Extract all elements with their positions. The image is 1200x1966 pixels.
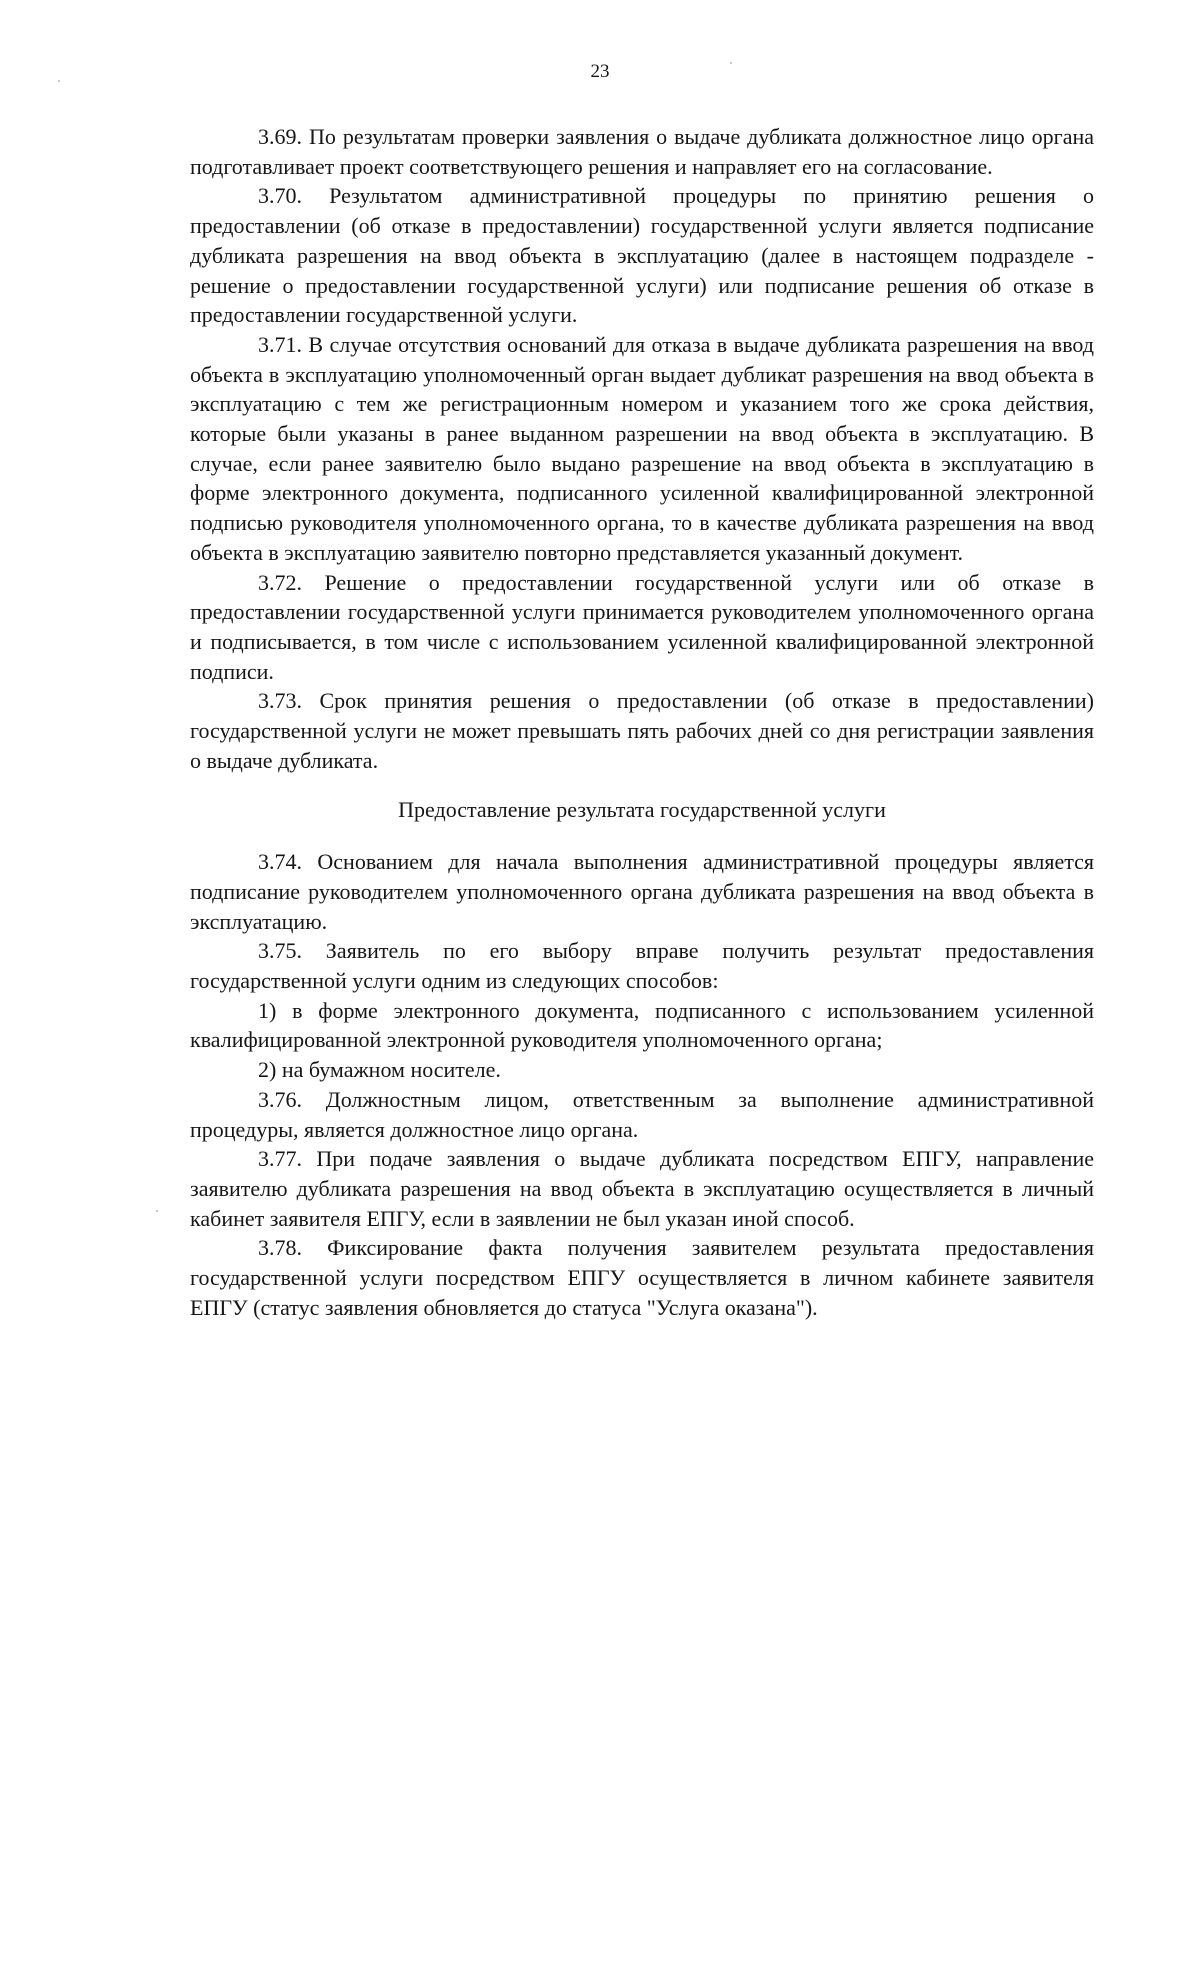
paragraph-3-77: 3.77. При подаче заявления о выдаче дубликата посредством ЕПГУ, направление заявителю дубликата разрешения на ввод объекта в эксплуатацию осуществляется в личный кабинет заявителя ЕПГУ, если в заявлении не был указан иной способ. [190, 1146, 1094, 1231]
paragraph-3-78: 3.78. Фиксирование факта получения заявителем результата предоставления государственной услуги посредством ЕПГУ осуществляется в личном кабинете заявителя ЕПГУ (статус заявления обновляется до статуса "Услуга оказана"). [190, 1235, 1094, 1320]
paragraph-3-74: 3.74. Основанием для начала выполнения административной процедуры является подписание руководителем уполномоченного органа дубликата разрешения на ввод объекта в эксплуатацию. [190, 849, 1094, 934]
paragraph-3-73: 3.73. Срок принятия решения о предоставлении (об отказе в предоставлении) государственной услуги не может превышать пять рабочих дней со дня регистрации заявления о выдаче дубликата. [190, 688, 1094, 773]
paragraph-3-75-item-2: 2) на бумажном носителе. [258, 1057, 501, 1083]
page-number: 23 [590, 61, 610, 82]
scan-speck [156, 1210, 158, 1212]
paragraph-3-72: 3.72. Решение о предоставлении государственной услуги или об отказе в предоставлении государственной услуги принимается руководителем уполномоченного органа и подписывается, в том числе с использованием усиленной квалифицированной электронной подписи. [190, 569, 1094, 684]
paragraph-3-70: 3.70. Результатом административной процедуры по принятию решения о предоставлении (об отказе в предоставлении) государственной услуги является подписание дубликата разрешения на ввод объекта в эксплуатацию (далее в настоящем подразделе - решение о предоставлении государственной услуги) или подписание решения об отказе в предоставлении государственной услуги. [190, 183, 1094, 328]
paragraph-3-69: 3.69. По результатам проверки заявления о выдаче дубликата должностное лицо органа подготавливает проект соответствующего решения и направляет его на согласование. [190, 124, 1094, 179]
paragraph-3-75-item-1: 1) в форме электронного документа, подписанного с использованием усиленной квалифицированной электронной руководителя уполномоченного органа; [190, 997, 1094, 1053]
paragraph-3-75: 3.75. Заявитель по его выбору вправе получить результат предоставления государственной услуги одним из следующих способов: [190, 938, 1094, 993]
paragraph-3-76: 3.76. Должностным лицом, ответственным за выполнение административной процедуры, является должностное лицо органа. [190, 1086, 1094, 1142]
document-body [190, 122, 1094, 1322]
section-heading: Предоставление результата государственной услуги [398, 797, 886, 823]
paragraph-3-71: 3.71. В случае отсутствия оснований для отказа в выдаче дубликата разрешения на ввод объекта в эксплуатацию уполномоченный орган выдает дубликат разрешения на ввод объекта в эксплуатацию с тем же регистрационным номером и указанием того же срока действия, которые были указаны в ранее выданном разрешении на ввод объекта в эксплуатацию. В случае, если ранее заявителю было выдано разрешение на ввод объекта в эксплуатацию в форме электронного документа, подписанного усиленной квалифицированной электронной подписью руководителя уполномоченного органа, то в качестве дубликата разрешения на ввод объекта в эксплуатацию заявителю повторно представляется указанный документ. [190, 331, 1094, 565]
